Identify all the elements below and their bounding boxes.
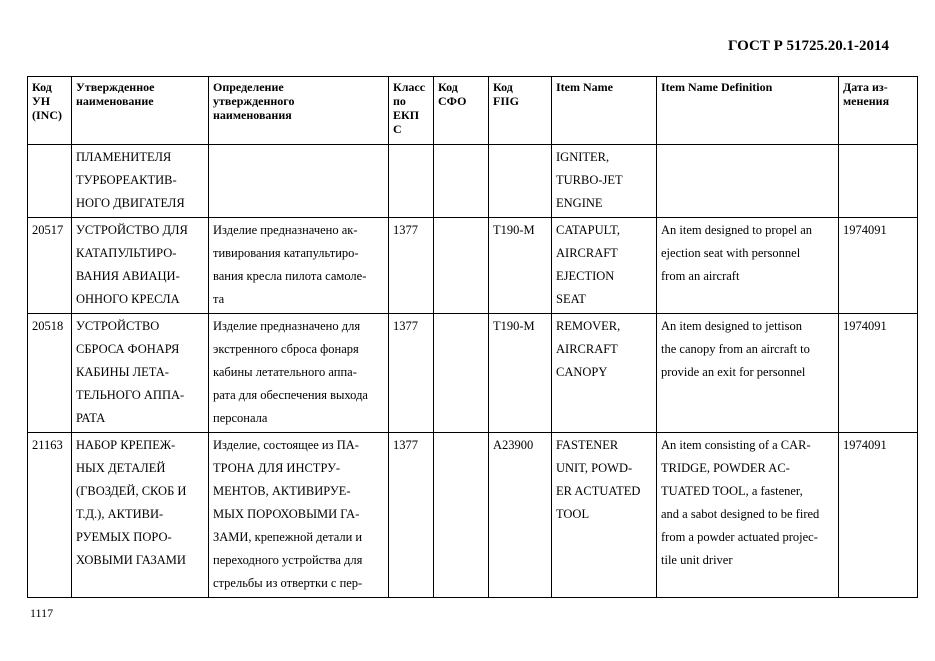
cell-line: НАБОР КРЕПЕЖ-: [76, 438, 176, 452]
cell-line: кабины летательного аппа-: [213, 365, 357, 379]
cell-line: МЫХ ПОРОХОВЫМИ ГА-: [213, 507, 360, 521]
cell-line: КАБИНЫ ЛЕТА-: [76, 365, 169, 379]
header-line: Код: [438, 80, 458, 94]
cell-line: ПЛАМЕНИТЕЛЯ: [76, 150, 172, 164]
cell-line: тивирования катапультиро-: [213, 246, 359, 260]
cell-line: from an aircraft: [661, 269, 740, 283]
cell-class: [389, 145, 434, 218]
cell-line: ER ACTUATED: [556, 484, 641, 498]
cell-code: [28, 145, 72, 218]
table-row: [28, 218, 918, 314]
cell-fiig: [489, 314, 552, 433]
cell-line: УСТРОЙСТВО: [76, 319, 160, 333]
cell-sfo: [434, 314, 489, 433]
cell-code: [28, 218, 72, 314]
cell-line: TOOL: [556, 507, 590, 521]
cell-sfo: [434, 145, 489, 218]
cell-line: СБРОСА ФОНАРЯ: [76, 342, 180, 356]
table-row: [28, 433, 918, 598]
header-line: ЕКП: [393, 108, 420, 122]
cell-line: CATAPULT,: [556, 223, 620, 237]
header-line: Item Name Definition: [661, 80, 773, 94]
cell-line: TURBO-JET: [556, 173, 623, 187]
cell-line: РАТА: [76, 411, 106, 425]
cell-line: ТУРБОРЕАКТИВ-: [76, 173, 177, 187]
cell-line: та: [213, 292, 225, 306]
column-header-code: [28, 77, 72, 145]
cell-line: An item designed to jettison: [661, 319, 802, 333]
header-line: (INC): [32, 108, 62, 122]
table-header-row: [28, 77, 918, 145]
cell-class: [389, 218, 434, 314]
column-header-item-definition: [657, 77, 839, 145]
cell-date: [839, 218, 918, 314]
cell-line: AIRCRAFT: [556, 342, 618, 356]
cell-line: REMOVER,: [556, 319, 621, 333]
cell-code: [28, 314, 72, 433]
cell-line: 1974091: [843, 438, 887, 452]
cell-line: An item consisting of a CAR-: [661, 438, 811, 452]
cell-line: ОННОГО КРЕСЛА: [76, 292, 180, 306]
cell-definition: [209, 218, 389, 314]
cell-date: [839, 314, 918, 433]
cell-item-name: [552, 433, 657, 598]
column-header-definition: [209, 77, 389, 145]
cell-line: 1974091: [843, 223, 887, 237]
cell-line: ВАНИЯ АВИАЦИ-: [76, 269, 180, 283]
column-header-item-name: [552, 77, 657, 145]
document-code: ГОСТ Р 51725.20.1-2014: [727, 38, 889, 54]
cell-line: Т.Д.), АКТИВИ-: [76, 507, 164, 521]
cell-definition: [209, 314, 389, 433]
cell-line: tile unit driver: [661, 553, 733, 567]
cell-line: SEAT: [556, 292, 586, 306]
cell-line: ENGINE: [556, 196, 603, 210]
cell-line: МЕНТОВ, АКТИВИРУЕ-: [213, 484, 351, 498]
cell-line: An item designed to propel an: [661, 223, 813, 237]
column-header-name: [72, 77, 209, 145]
cell-line: CANOPY: [556, 365, 608, 379]
cell-line: ТРОНА ДЛЯ ИНСТРУ-: [213, 461, 341, 475]
cell-line: КАТАПУЛЬТИРО-: [76, 246, 177, 260]
cell-line: переходного устройства для: [213, 553, 363, 567]
cell-line: РУЕМЫХ ПОРО-: [76, 530, 172, 544]
cell-line: Изделие, состоящее из ПА-: [213, 438, 359, 452]
cell-line: ЗАМИ, крепежной детали и: [213, 530, 363, 544]
cell-line: 1974091: [843, 319, 887, 333]
header-line: С: [393, 122, 402, 136]
table-row: [28, 145, 918, 218]
cell-line: T190-M: [493, 223, 535, 237]
cell-line: Изделие предназначено для: [213, 319, 361, 333]
cell-definition: [209, 433, 389, 598]
cell-line: 21163: [32, 438, 63, 452]
header-line: утвержденного: [213, 94, 295, 108]
column-header-date: [839, 77, 918, 145]
cell-name: [72, 433, 209, 598]
cell-line: TRIDGE, POWDER AC-: [661, 461, 790, 475]
column-header-class: [389, 77, 434, 145]
cell-line: T190-M: [493, 319, 535, 333]
cell-line: ХОВЫМИ ГАЗАМИ: [76, 553, 186, 567]
header-line: Дата из-: [843, 80, 888, 94]
header-line: по: [393, 94, 406, 108]
cell-line: EJECTION: [556, 269, 615, 283]
header-line: наименование: [76, 94, 154, 108]
cell-fiig: [489, 433, 552, 598]
header-line: УН: [32, 94, 51, 108]
cell-name: [72, 314, 209, 433]
cell-line: рата для обеспечения выхода: [213, 388, 368, 402]
cell-line: (ГВОЗДЕЙ, СКОБ И: [76, 484, 187, 498]
cell-name: [72, 218, 209, 314]
cell-line: from a powder actuated projec-: [661, 530, 818, 544]
cell-line: 1377: [393, 223, 418, 237]
header-line: Код: [32, 80, 52, 94]
cell-code: [28, 433, 72, 598]
cell-item-name: [552, 145, 657, 218]
cell-name: [72, 145, 209, 218]
catalog-table: [27, 76, 918, 598]
header-line: СФО: [438, 94, 467, 108]
cell-line: FASTENER: [556, 438, 619, 452]
header-line: наименования: [213, 108, 292, 122]
cell-line: Изделие предназначено ак-: [213, 223, 358, 237]
cell-line: 1377: [393, 438, 418, 452]
cell-definition: [209, 145, 389, 218]
header-line: FIIG: [493, 94, 520, 108]
cell-class: [389, 314, 434, 433]
cell-line: AIRCRAFT: [556, 246, 618, 260]
cell-line: TUATED TOOL, a fastener,: [661, 484, 803, 498]
column-header-fiig: [489, 77, 552, 145]
table-body: [28, 145, 918, 598]
table-row: [28, 314, 918, 433]
cell-item-name: [552, 218, 657, 314]
cell-item-definition: [657, 314, 839, 433]
cell-fiig: [489, 145, 552, 218]
cell-line: provide an exit for personnel: [661, 365, 806, 379]
page-number: 1117: [30, 606, 54, 620]
cell-line: ejection seat with personnel: [661, 246, 801, 260]
cell-line: IGNITER,: [556, 150, 610, 164]
cell-line: экстренного сброса фонаря: [213, 342, 359, 356]
header-line: Item Name: [556, 80, 613, 94]
cell-line: НОГО ДВИГАТЕЛЯ: [76, 196, 185, 210]
cell-class: [389, 433, 434, 598]
cell-item-definition: [657, 433, 839, 598]
header-line: Код: [493, 80, 513, 94]
cell-date: [839, 145, 918, 218]
cell-line: 1377: [393, 319, 418, 333]
cell-line: and a sabot designed to be fired: [661, 507, 820, 521]
header-line: Утвержденное: [76, 80, 155, 94]
header-line: Определение: [213, 80, 284, 94]
cell-sfo: [434, 218, 489, 314]
cell-line: вания кресла пилота самоле-: [213, 269, 367, 283]
cell-line: A23900: [493, 438, 534, 452]
cell-date: [839, 433, 918, 598]
cell-line: the canopy from an aircraft to: [661, 342, 810, 356]
cell-line: НЫХ ДЕТАЛЕЙ: [76, 461, 166, 475]
cell-fiig: [489, 218, 552, 314]
cell-line: УСТРОЙСТВО ДЛЯ: [76, 223, 188, 237]
column-header-sfo: [434, 77, 489, 145]
cell-line: 20518: [32, 319, 64, 333]
cell-line: стрельбы из отвертки с пер-: [213, 576, 363, 590]
cell-item-definition: [657, 218, 839, 314]
cell-line: персонала: [213, 411, 268, 425]
header-line: менения: [843, 94, 890, 108]
cell-line: ТЕЛЬНОГО АППА-: [76, 388, 185, 402]
cell-line: UNIT, POWD-: [556, 461, 633, 475]
cell-item-definition: [657, 145, 839, 218]
cell-item-name: [552, 314, 657, 433]
header-line: Класс: [393, 80, 426, 94]
cell-sfo: [434, 433, 489, 598]
cell-line: 20517: [32, 223, 64, 237]
